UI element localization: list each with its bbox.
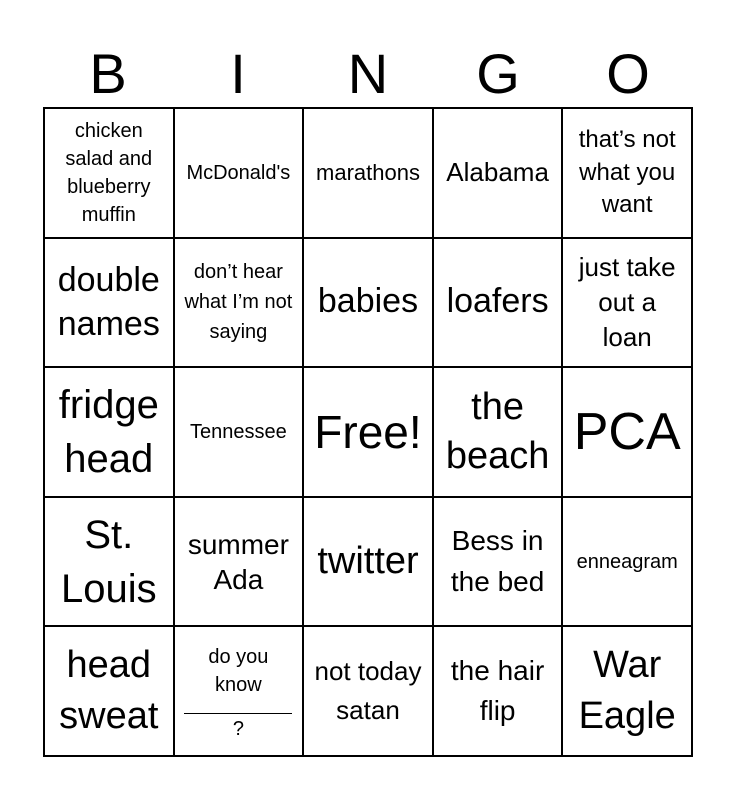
bingo-cell-r4c4[interactable] bbox=[433, 497, 563, 627]
bingo-cell-r3c5[interactable] bbox=[562, 367, 692, 497]
cell-text: Alabama bbox=[446, 157, 549, 188]
cell-text: St. Louis bbox=[60, 512, 157, 611]
bingo-cell-r5c5[interactable] bbox=[562, 626, 692, 756]
cell-text: that’s not what you want bbox=[578, 126, 676, 218]
free-space-text: Free! bbox=[314, 405, 422, 458]
cell-text: fridge head bbox=[58, 382, 159, 481]
cell-text-suffix: ? bbox=[232, 717, 244, 740]
bingo-cell-r3c4[interactable] bbox=[433, 367, 563, 497]
cell-text: not today satan bbox=[314, 656, 422, 726]
bingo-card-grid bbox=[43, 107, 693, 757]
bingo-cell-r4c3[interactable] bbox=[303, 497, 433, 627]
cell-text: double names bbox=[57, 261, 160, 344]
cell-text: the hair flip bbox=[450, 654, 545, 727]
bingo-cell-r1c2[interactable] bbox=[174, 108, 304, 238]
bingo-cell-r2c1[interactable] bbox=[44, 238, 174, 368]
bingo-cell-r2c2[interactable] bbox=[174, 238, 304, 368]
bingo-cell-r2c4[interactable] bbox=[433, 238, 563, 368]
cell-text: Bess in the bed bbox=[450, 525, 545, 597]
bingo-cell-r5c3[interactable] bbox=[303, 626, 433, 756]
header-letter-b: B bbox=[89, 42, 127, 105]
blank-line bbox=[184, 713, 292, 714]
bingo-header bbox=[43, 42, 693, 106]
cell-text: babies bbox=[317, 282, 419, 321]
bingo-cell-r3c3[interactable] bbox=[303, 367, 433, 497]
cell-text: War Eagle bbox=[578, 643, 676, 738]
header-letter-o: O bbox=[606, 42, 650, 105]
bingo-cell-r2c3[interactable] bbox=[303, 238, 433, 368]
cell-text: enneagram bbox=[576, 550, 678, 573]
header-letter-n: N bbox=[347, 42, 389, 105]
cell-text: chicken salad and blueberry muffin bbox=[65, 119, 153, 226]
cell-text: Tennessee bbox=[190, 420, 287, 443]
cell-text: the beach bbox=[445, 385, 550, 477]
cell-text: do you know bbox=[208, 645, 269, 696]
cell-text: PCA bbox=[573, 402, 681, 461]
bingo-cell-r4c2[interactable] bbox=[174, 497, 304, 627]
bingo-cell-r1c3[interactable] bbox=[303, 108, 433, 238]
header-letter-i: I bbox=[230, 42, 246, 105]
bingo-cell-r5c1[interactable] bbox=[44, 626, 174, 756]
cell-text: loafers bbox=[446, 282, 549, 321]
header-letter-g: G bbox=[476, 42, 520, 105]
bingo-cell-r2c5[interactable] bbox=[562, 238, 692, 368]
fill-in-blank-phrase bbox=[183, 643, 293, 740]
cell-text: head sweat bbox=[59, 643, 159, 738]
cell-text: summer Ada bbox=[187, 528, 289, 595]
cell-text: twitter bbox=[317, 539, 419, 582]
bingo-cell-r1c4[interactable] bbox=[433, 108, 563, 238]
bingo-cell-r3c2[interactable] bbox=[174, 367, 304, 497]
bingo-cell-r4c1[interactable] bbox=[44, 497, 174, 627]
cell-text: just take out a loan bbox=[578, 251, 676, 352]
bingo-cell-r1c5[interactable] bbox=[562, 108, 692, 238]
bingo-cell-r5c4[interactable] bbox=[433, 626, 563, 756]
bingo-cell-r1c1[interactable] bbox=[44, 108, 174, 238]
bingo-cell-r3c1[interactable] bbox=[44, 367, 174, 497]
cell-text: marathons bbox=[316, 159, 420, 185]
cell-text: McDonald's bbox=[186, 161, 291, 184]
bingo-cell-r4c5[interactable] bbox=[562, 497, 692, 627]
bingo-cell-r5c2[interactable] bbox=[174, 626, 304, 756]
cell-text: don’t hear what I’m not saying bbox=[184, 261, 293, 344]
